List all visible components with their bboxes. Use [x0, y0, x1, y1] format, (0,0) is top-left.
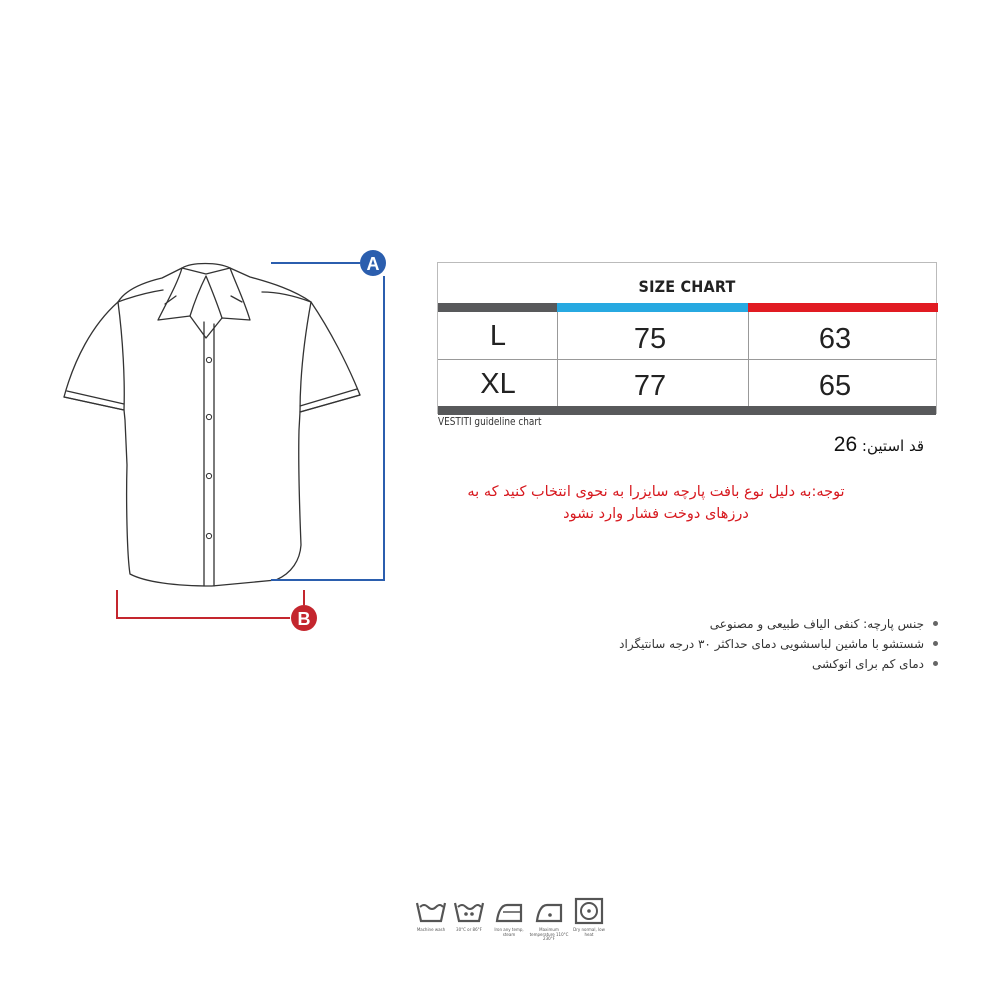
product-features — [619, 614, 938, 674]
feature-item: جنس پارچه: کنفی الیاف طبیعی و مصنوعی — [619, 614, 938, 634]
care-label: Iron any temp, steam — [494, 927, 524, 937]
sleeve-length — [834, 433, 924, 457]
a-value-cell: 77 — [633, 370, 667, 402]
size-chart-title: SIZE CHART — [638, 277, 736, 296]
shirt-button — [206, 414, 211, 419]
size-cell: L — [489, 320, 507, 352]
marker-a-label: A — [366, 254, 380, 274]
shirt-button — [206, 473, 211, 478]
sleeve-length-value: 26 — [833, 433, 858, 456]
care-symbols — [415, 897, 605, 947]
shirt-diagram — [50, 240, 390, 640]
b-value-cell: 63 — [818, 323, 852, 355]
a-column-bar — [557, 303, 748, 312]
care-label: Maximum temperature 110°C 230°F — [529, 927, 569, 941]
machine-wash-icon — [415, 897, 447, 945]
care-label: Dry normal, low heat — [573, 927, 605, 937]
feature-item: شستشو با ماشین لباسشویی دمای حداکثر ۳۰ درجه سانتیگراد — [619, 634, 938, 654]
b-value-cell: 65 — [818, 370, 852, 402]
tumble-dry-icon — [573, 897, 605, 945]
iron-max-icon — [529, 897, 569, 945]
a-value-cell: 75 — [633, 323, 667, 355]
feature-item: دمای کم برای اتوکشی — [619, 654, 938, 674]
fit-note: توجه:به دلیل نوع بافت پارچه سایزرا به نحوی انتخاب کنید که به درزهای دوخت فشار وارد نشود — [467, 484, 845, 522]
size-cell: XL — [480, 368, 516, 400]
shirt-body — [64, 268, 360, 586]
shirt-button — [206, 357, 211, 362]
care-label: Machine wash — [416, 927, 446, 932]
sleeve-length-label: قد استین: — [861, 437, 924, 455]
size-column-bar — [438, 303, 557, 312]
shirt-button — [206, 533, 211, 538]
wash-30-icon — [453, 897, 485, 945]
b-column-bar — [748, 303, 938, 312]
table-bottom-bar — [438, 406, 936, 415]
iron-low-icon — [493, 897, 525, 945]
care-label: 30°C or 86°F — [456, 927, 482, 932]
marker-b-label: B — [297, 609, 311, 629]
size-chart-table — [437, 262, 937, 414]
chart-caption: VESTITI guideline chart — [438, 416, 542, 428]
